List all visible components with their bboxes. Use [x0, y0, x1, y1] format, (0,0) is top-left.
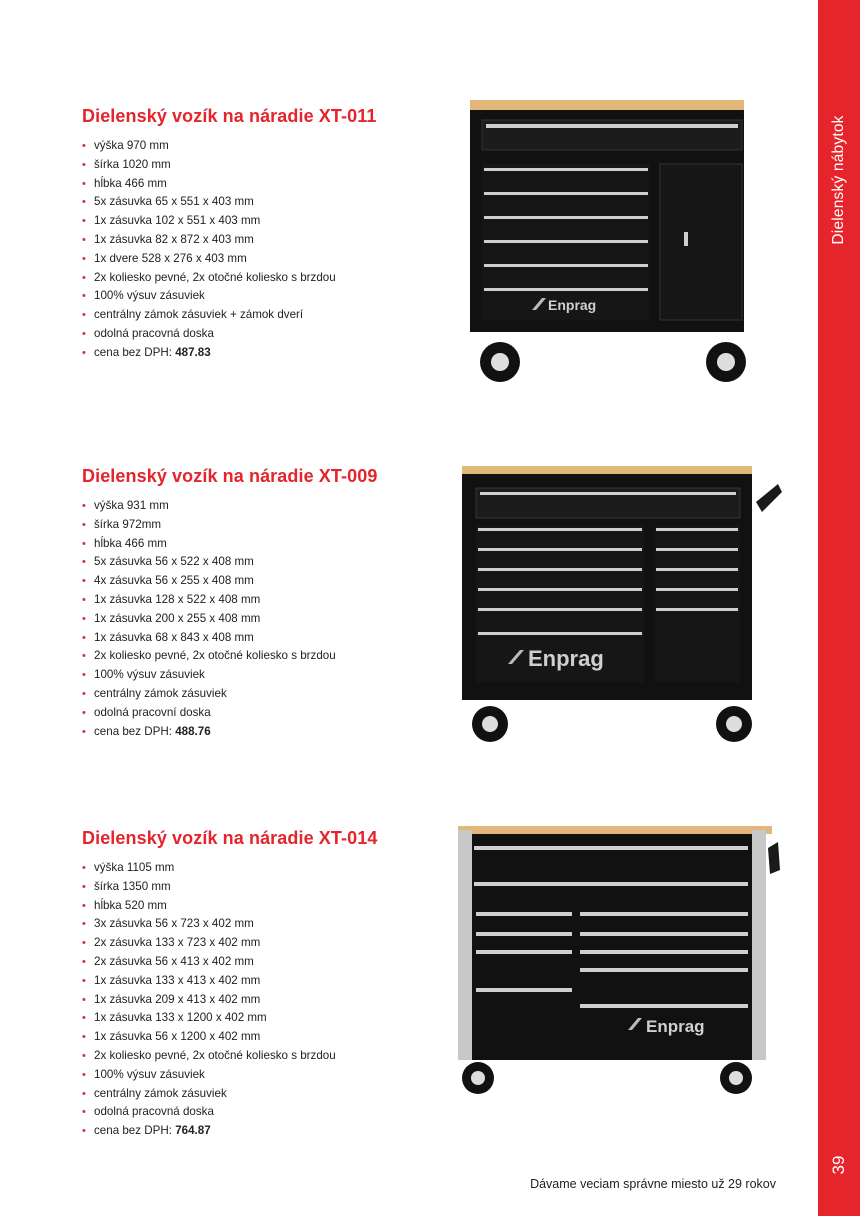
- spec-item: • 2x zásuvka 56 x 413 x 402 mm: [82, 953, 462, 972]
- spec-item: • hĺbka 466 mm: [82, 535, 462, 554]
- price-label: cena bez DPH:: [94, 1124, 176, 1138]
- product-xt-014: [82, 828, 462, 1141]
- product-title: Dielenský vozík na náradie XT-011: [82, 106, 377, 126]
- drawer-handle: [478, 588, 642, 591]
- wheel-hub: [482, 716, 498, 732]
- spec-item: • 2x zásuvka 133 x 723 x 402 mm: [82, 934, 462, 953]
- drawer-handle: [478, 608, 642, 611]
- spec-item: • centrálny zámok zásuviek: [82, 1085, 462, 1104]
- wheel-hub: [717, 353, 735, 371]
- page-number-text: 39: [829, 1155, 848, 1175]
- side-trim-left: [458, 830, 472, 1060]
- spec-item: • odolná pracovní doska: [82, 704, 462, 723]
- drawer-handle: [484, 168, 648, 171]
- spec-list: [82, 137, 462, 363]
- drawer-handle: [484, 288, 648, 291]
- drawer-handle: [656, 588, 738, 591]
- spec-item: • hĺbka 466 mm: [82, 175, 462, 194]
- drawer-handle: [476, 912, 572, 916]
- tool-cart-xt-009-image: [456, 462, 786, 752]
- brand-logo-text: Enprag: [646, 1017, 705, 1036]
- price-value: 487.83: [175, 345, 211, 359]
- door-lock: [684, 232, 688, 246]
- brand-logo-text: Enprag: [528, 646, 604, 671]
- spec-item: • 1x zásuvka 200 x 255 x 408 mm: [82, 610, 462, 629]
- drawer-handle: [656, 528, 738, 531]
- side-handle: [768, 842, 780, 874]
- drawer-handle: [484, 264, 648, 267]
- spec-item: • odolná pracovná doska: [82, 1103, 462, 1122]
- wheel-hub: [471, 1071, 485, 1085]
- drawer-handle: [656, 608, 738, 611]
- product-title: Dielenský vozík na náradie XT-014: [82, 828, 378, 848]
- spec-item: • 1x zásuvka 209 x 413 x 402 mm: [82, 991, 462, 1010]
- section-title: [818, 0, 860, 260]
- spec-item: • výška 970 mm: [82, 137, 462, 156]
- product-xt-009: [82, 466, 462, 741]
- wheel-hub: [726, 716, 742, 732]
- side-trim-right: [752, 830, 766, 1060]
- side-handle: [756, 484, 782, 512]
- price-label: cena bez DPH:: [94, 724, 176, 738]
- spec-item: • 1x zásuvka 133 x 413 x 402 mm: [82, 972, 462, 991]
- spec-item: • 2x koliesko pevné, 2x otočné koliesko s brzdou: [82, 647, 462, 666]
- brand-logo-text: Enprag: [548, 297, 597, 313]
- spec-item: • centrálny zámok zásuviek: [82, 685, 462, 704]
- drawer-handle: [476, 950, 572, 954]
- drawer-handle: [474, 882, 748, 886]
- drawer-handle: [486, 124, 738, 128]
- spec-item: • 1x dvere 528 x 276 x 403 mm: [82, 250, 462, 269]
- spec-item: • 4x zásuvka 56 x 255 x 408 mm: [82, 572, 462, 591]
- drawer-handle: [656, 568, 738, 571]
- drawer-handle: [484, 192, 648, 195]
- drawer-handle: [580, 968, 748, 972]
- drawer-handle: [478, 548, 642, 551]
- spec-item: • 1x zásuvka 128 x 522 x 408 mm: [82, 591, 462, 610]
- spec-item: • 1x zásuvka 133 x 1200 x 402 mm: [82, 1009, 462, 1028]
- price-value: 764.87: [175, 1124, 211, 1138]
- spec-item: • 1x zásuvka 56 x 1200 x 402 mm: [82, 1028, 462, 1047]
- cabinet-door: [660, 164, 742, 320]
- drawer-handle: [478, 632, 642, 635]
- product-title: Dielenský vozík na náradie XT-009: [82, 466, 378, 486]
- price-value: 488.76: [175, 724, 211, 738]
- spec-item: • 2x koliesko pevné, 2x otočné koliesko s brzdou: [82, 269, 462, 288]
- spec-item: • 5x zásuvka 65 x 551 x 403 mm: [82, 193, 462, 212]
- spec-list: [82, 497, 462, 741]
- drawer-handle: [580, 1004, 748, 1008]
- drawer-handle: [480, 492, 736, 495]
- price-item: [82, 344, 462, 363]
- spec-item: • 100% výsuv zásuviek: [82, 1066, 462, 1085]
- spec-item: • odolná pracovná doska: [82, 325, 462, 344]
- worktop: [462, 466, 752, 474]
- drawer-handle: [580, 950, 748, 954]
- product-xt-011: [82, 106, 462, 363]
- price-label: cena bez DPH:: [94, 345, 176, 359]
- spec-item: • šírka 972mm: [82, 516, 462, 535]
- spec-item: • 1x zásuvka 68 x 843 x 408 mm: [82, 629, 462, 648]
- drawer-handle: [580, 912, 748, 916]
- page-number: [818, 1150, 860, 1180]
- tool-cart-xt-014-image: [452, 822, 782, 1104]
- spec-item: • výška 931 mm: [82, 497, 462, 516]
- spec-item: • 1x zásuvka 102 x 551 x 403 mm: [82, 212, 462, 231]
- spec-list: [82, 859, 462, 1141]
- spec-item: • centrálny zámok zásuviek + zámok dverí: [82, 306, 462, 325]
- drawer-handle: [484, 240, 648, 243]
- spec-item: • 3x zásuvka 56 x 723 x 402 mm: [82, 915, 462, 934]
- spec-item: • výška 1105 mm: [82, 859, 462, 878]
- spec-item: • 5x zásuvka 56 x 522 x 408 mm: [82, 553, 462, 572]
- section-title-text: Dielenský nábytok: [830, 115, 847, 245]
- drawer-handle: [580, 932, 748, 936]
- worktop: [470, 100, 744, 110]
- spec-item: • šírka 1350 mm: [82, 878, 462, 897]
- drawer-handle: [476, 988, 572, 992]
- worktop: [458, 826, 772, 834]
- drawer-handle: [478, 528, 642, 531]
- spec-item: • hĺbka 520 mm: [82, 897, 462, 916]
- price-item: [82, 723, 462, 742]
- drawer-handle: [656, 548, 738, 551]
- drawer-handle: [474, 846, 748, 850]
- spec-item: • šírka 1020 mm: [82, 156, 462, 175]
- spec-item: • 100% výsuv zásuviek: [82, 287, 462, 306]
- tool-cart-xt-011-image: [462, 96, 762, 388]
- drawer-handle: [484, 216, 648, 219]
- spec-item: • 2x koliesko pevné, 2x otočné koliesko s brzdou: [82, 1047, 462, 1066]
- spec-item: • 100% výsuv zásuviek: [82, 666, 462, 685]
- spec-item: • 1x zásuvka 82 x 872 x 403 mm: [82, 231, 462, 250]
- price-item: [82, 1122, 462, 1141]
- footer-tagline: Dávame veciam správne miesto už 29 rokov: [530, 1177, 776, 1191]
- wheel-hub: [729, 1071, 743, 1085]
- drawer-handle: [478, 568, 642, 571]
- wheel-hub: [491, 353, 509, 371]
- drawer-handle: [476, 932, 572, 936]
- cabinet-body: [472, 834, 752, 1060]
